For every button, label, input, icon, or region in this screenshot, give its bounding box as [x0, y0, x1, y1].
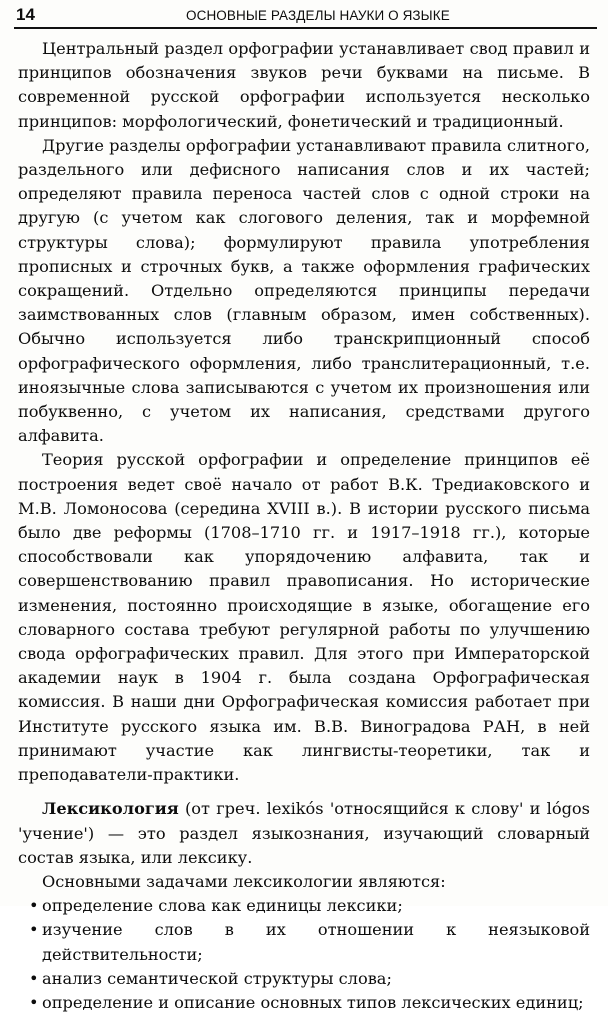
list-item-text: определение слова как единицы лексики;: [42, 896, 403, 916]
list-item-text: определение и описание основных типов лексических единиц;: [42, 992, 584, 1012]
bullet-icon: •: [29, 920, 39, 940]
running-title: ОСНОВНЫЕ РАЗДЕЛЫ НАУКИ О ЯЗЫКЕ: [186, 8, 450, 23]
list-item-text: изучение слов в их отношении к неязыковой действительности;: [42, 920, 590, 964]
list-item-text: анализ семантической структуры слова;: [42, 968, 392, 988]
list-item: [18, 967, 590, 991]
tasks-intro: Основными задачами лексикологии являются:: [42, 871, 446, 891]
term-lexicology: Лексикология: [42, 799, 179, 819]
list-item: [18, 894, 590, 918]
bullet-icon: •: [29, 968, 39, 988]
bullet-icon: •: [29, 896, 39, 916]
paragraph-orthography-history: Теория русской орфографии и определение принципов её построения ведет своё начало от работ В.К. Тредиаковского и М.В. Ломоносова (середина XVIII в.). В истории русского письма было две реформы (1708–1710 гг. и 1917–1918 гг.), которые способствовали как упорядочению алфавита, так и совершенствованию правил правописания. Но исторические изменения, постоянно происходящие в языке, обогащение его словарного состава требуют регулярной работы по улучшению свода орфографических правил. Для этого при Императорской академии наук в 1904 г. была создана Орфографическая комиссия. В наши дни Орфографическая комиссия работает при Институте русского языка им. В.В. Виноградова РАН, в ней принимают участие как лингвисты-теоретики, так и преподаватели-практики.: [18, 450, 590, 785]
paragraph-lexicology-definition: [18, 797, 590, 870]
lexicology-definition-text: (от греч. lexikós 'относящийся к слову' и lógos 'учение') — это раздел языкознания, изучающий словарный состав языка, или лексику.: [18, 799, 590, 867]
paragraph-orthography-other: Другие разделы орфографии устанавливают правила слитного, раздельного или дефисного написания слов и их частей; определяют правила переноса частей слов с одной строки на другую (с учетом как слогового деления, так и морфемной структуры слова); формулируют правила употребления прописных и строчных букв, а также оформления графических сокращений. Отдельно определяются принципы передачи заимствованных слов (главным образом, имен собственных). Обычно используется либо транскрипционный способ орфографического оформления, либо транслитерационный, т.е. иноязычные слова записываются с учетом их произношения или побуквенно, с учетом их написания, средствами другого алфавита.: [18, 135, 590, 446]
bullet-icon: •: [29, 992, 39, 1012]
list-item: [18, 991, 590, 1015]
page-body: [18, 37, 590, 1015]
paragraph-orthography-central: Центральный раздел орфографии устанавливает свод правил и принципов обозначения звуков речи буквами на письме. В современной русской орфографии используется несколько принципов: морфологический, фонетический и традиционный.: [18, 39, 590, 131]
header-rule: [14, 27, 597, 29]
list-item: [18, 918, 590, 966]
lexicology-tasks-list: [18, 894, 590, 1015]
page-header: [16, 4, 596, 28]
page-number: 14: [16, 5, 35, 24]
